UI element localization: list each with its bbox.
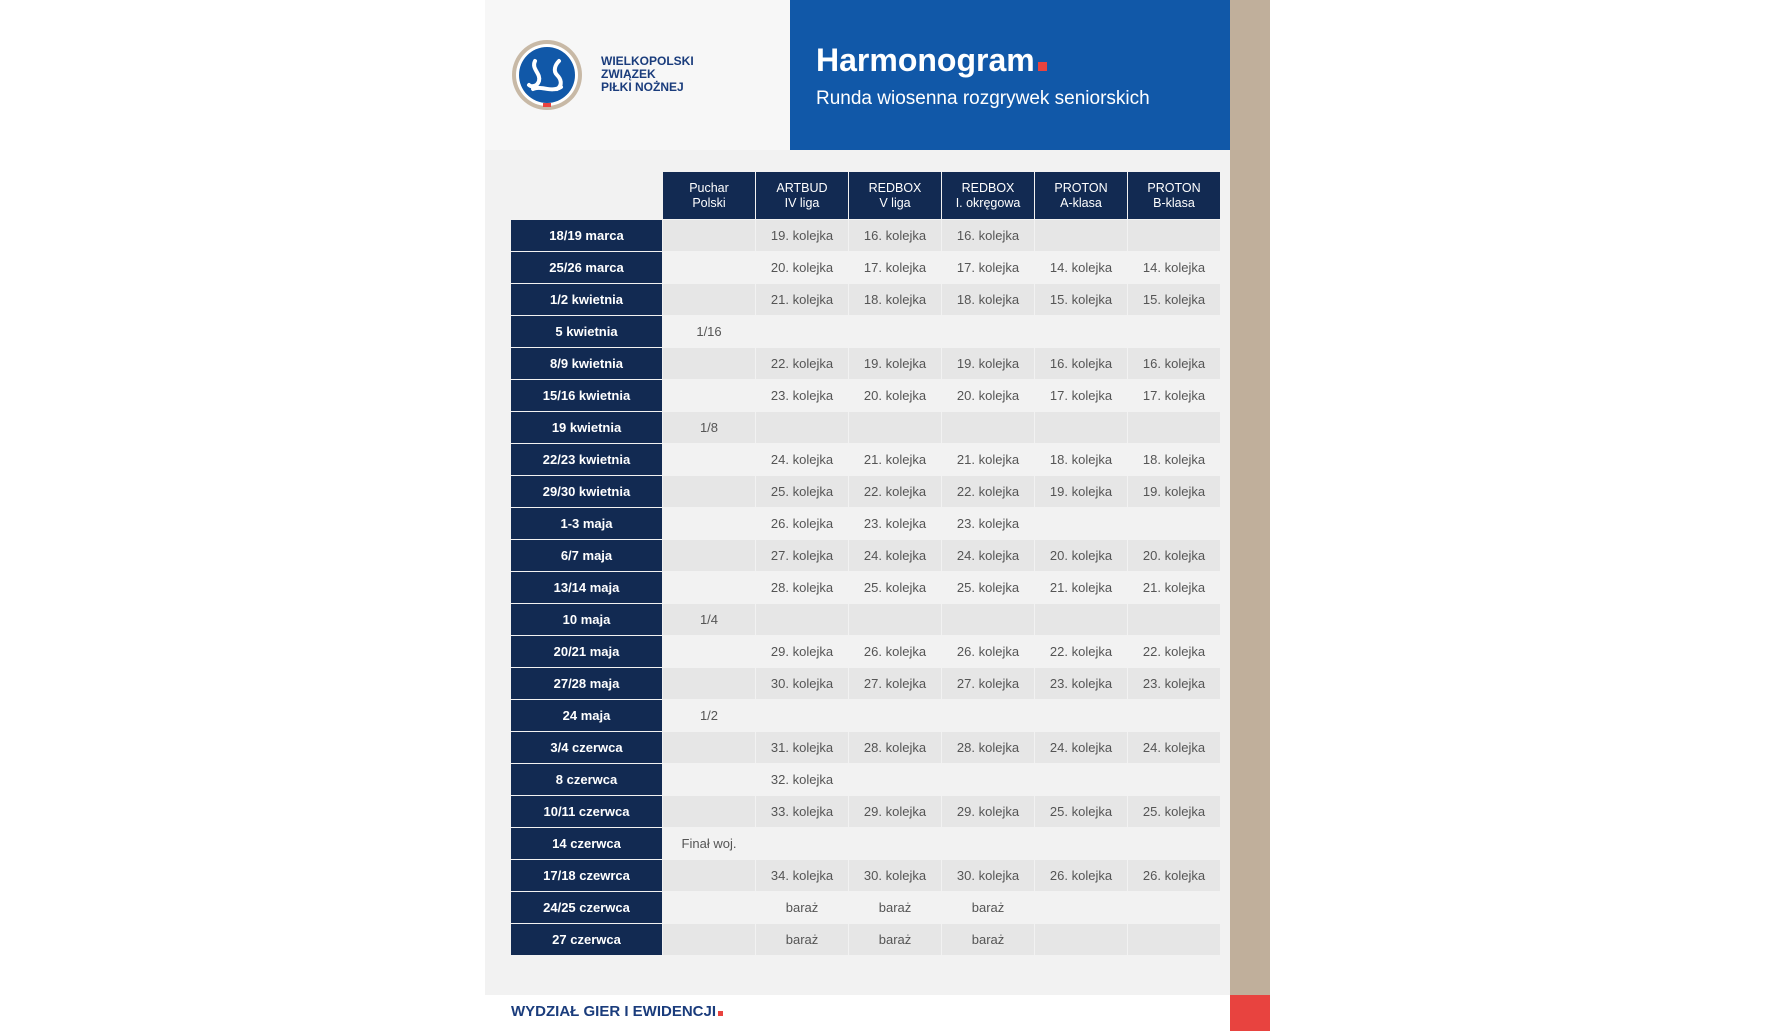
table-row — [511, 924, 1220, 955]
table-cell: 25. kolejka — [942, 572, 1034, 603]
table-cell: 16. kolejka — [1128, 348, 1220, 379]
table-row — [511, 316, 1220, 347]
row-date: 27/28 maja — [511, 668, 662, 699]
table-row — [511, 604, 1220, 635]
table-row — [511, 348, 1220, 379]
row-date: 3/4 czerwca — [511, 732, 662, 763]
table-cell — [942, 700, 1034, 731]
table-cell: 23. kolejka — [756, 380, 848, 411]
column-header-line: IV liga — [784, 195, 820, 210]
page-title: Harmonogram — [816, 42, 1035, 78]
table-cell: 23. kolejka — [1035, 668, 1127, 699]
table-cell — [1035, 924, 1127, 955]
row-date: 10 maja — [511, 604, 662, 635]
table-cell: 21. kolejka — [1128, 572, 1220, 603]
table-cell — [1035, 508, 1127, 539]
table-cell: 16. kolejka — [1035, 348, 1127, 379]
logo-line: WIELKOPOLSKI — [601, 54, 694, 68]
header-corner — [511, 172, 662, 219]
table-cell — [663, 540, 755, 571]
table-cell — [663, 380, 755, 411]
column-header-okregowa — [942, 172, 1034, 219]
row-date: 25/26 marca — [511, 252, 662, 283]
table-cell — [663, 796, 755, 827]
table-cell — [1035, 700, 1127, 731]
table-cell: 19. kolejka — [1035, 476, 1127, 507]
table-cell: 17. kolejka — [1128, 380, 1220, 411]
table-cell — [756, 412, 848, 443]
table-cell — [942, 316, 1034, 347]
table-cell — [942, 828, 1034, 859]
table-cell — [663, 924, 755, 955]
table-cell: 26. kolejka — [849, 636, 941, 667]
table-cell: 22. kolejka — [849, 476, 941, 507]
table-cell — [849, 764, 941, 795]
table-cell: baraż — [756, 924, 848, 955]
table-cell: 17. kolejka — [849, 252, 941, 283]
table-row — [511, 284, 1220, 315]
table-cell: 24. kolejka — [849, 540, 941, 571]
table-cell: 21. kolejka — [1035, 572, 1127, 603]
table-row — [511, 764, 1220, 795]
table-cell — [849, 412, 941, 443]
column-header-b-klasa — [1128, 172, 1220, 219]
table-row — [511, 732, 1220, 763]
table-cell: 28. kolejka — [756, 572, 848, 603]
table-cell: 20. kolejka — [756, 252, 848, 283]
table-cell: 25. kolejka — [1128, 796, 1220, 827]
table-cell — [1035, 412, 1127, 443]
column-header-line: V liga — [879, 195, 911, 210]
column-header-line: I. okręgowa — [955, 195, 1021, 210]
table-cell — [1128, 764, 1220, 795]
header-logo-panel — [485, 0, 790, 150]
table-cell: 29. kolejka — [942, 796, 1034, 827]
row-date: 17/18 czewrca — [511, 860, 662, 891]
page-subtitle: Runda wiosenna rozgrywek seniorskich — [816, 88, 1150, 109]
table-cell: 20. kolejka — [942, 380, 1034, 411]
table-cell — [1128, 220, 1220, 251]
table-cell: 27. kolejka — [942, 668, 1034, 699]
table-cell — [1128, 892, 1220, 923]
table-cell — [663, 476, 755, 507]
table-cell — [663, 220, 755, 251]
table-row — [511, 540, 1220, 571]
table-row — [511, 668, 1220, 699]
table-cell: 1/8 — [663, 412, 755, 443]
table-cell: baraż — [942, 892, 1034, 923]
side-decor-bar — [1230, 0, 1270, 995]
table-cell: 23. kolejka — [1128, 668, 1220, 699]
row-date: 8 czerwca — [511, 764, 662, 795]
table-cell: 24. kolejka — [756, 444, 848, 475]
schedule-table — [511, 172, 1220, 956]
row-date: 18/19 marca — [511, 220, 662, 251]
table-cell: baraż — [942, 924, 1034, 955]
table-cell — [663, 764, 755, 795]
table-cell: 28. kolejka — [849, 732, 941, 763]
table-cell — [1128, 412, 1220, 443]
table-cell — [942, 412, 1034, 443]
table-cell: 18. kolejka — [1035, 444, 1127, 475]
table-cell: 25. kolejka — [756, 476, 848, 507]
row-date: 8/9 kwietnia — [511, 348, 662, 379]
table-cell — [756, 828, 848, 859]
table-cell: 17. kolejka — [1035, 380, 1127, 411]
table-cell — [1035, 764, 1127, 795]
table-row — [511, 572, 1220, 603]
table-cell — [663, 284, 755, 315]
table-row — [511, 476, 1220, 507]
column-header-line: REDBOX — [961, 180, 1015, 195]
table-cell: 26. kolejka — [942, 636, 1034, 667]
table-cell: 14. kolejka — [1035, 252, 1127, 283]
table-cell — [756, 604, 848, 635]
table-cell: 26. kolejka — [1128, 860, 1220, 891]
table-cell — [663, 668, 755, 699]
table-cell: 22. kolejka — [1035, 636, 1127, 667]
table-cell: 17. kolejka — [942, 252, 1034, 283]
table-cell — [663, 636, 755, 667]
table-cell: 19. kolejka — [756, 220, 848, 251]
table-cell — [1035, 604, 1127, 635]
column-header-line: B-klasa — [1153, 195, 1195, 210]
table-cell: 24. kolejka — [1035, 732, 1127, 763]
table-cell: 27. kolejka — [756, 540, 848, 571]
row-date: 27 czerwca — [511, 924, 662, 955]
table-cell: 20. kolejka — [1128, 540, 1220, 571]
column-header-line: PROTON — [1054, 180, 1108, 195]
table-row — [511, 252, 1220, 283]
table-row — [511, 636, 1220, 667]
table-cell: 31. kolejka — [756, 732, 848, 763]
table-cell: 21. kolejka — [942, 444, 1034, 475]
table-cell: 24. kolejka — [942, 540, 1034, 571]
table-row — [511, 700, 1220, 731]
table-cell: 22. kolejka — [942, 476, 1034, 507]
row-date: 19 kwietnia — [511, 412, 662, 443]
table-row — [511, 380, 1220, 411]
table-cell — [942, 604, 1034, 635]
column-header-line: A-klasa — [1060, 195, 1102, 210]
table-cell: 29. kolejka — [756, 636, 848, 667]
table-cell — [1035, 828, 1127, 859]
table-cell — [849, 604, 941, 635]
table-cell: 28. kolejka — [942, 732, 1034, 763]
table-cell: 18. kolejka — [942, 284, 1034, 315]
table-cell — [663, 732, 755, 763]
table-row — [511, 892, 1220, 923]
footer — [485, 995, 1230, 1031]
table-cell — [1128, 924, 1220, 955]
row-date: 15/16 kwietnia — [511, 380, 662, 411]
table-cell: 21. kolejka — [756, 284, 848, 315]
table-cell: 33. kolejka — [756, 796, 848, 827]
column-header-puchar-polski — [663, 172, 755, 219]
row-date: 1-3 maja — [511, 508, 662, 539]
table-cell — [663, 860, 755, 891]
table-cell — [663, 892, 755, 923]
column-header-line: ARTBUD — [776, 180, 828, 195]
column-header-line: Puchar — [689, 180, 729, 195]
table-cell — [849, 316, 941, 347]
table-cell: 16. kolejka — [849, 220, 941, 251]
table-cell — [663, 444, 755, 475]
table-cell: 25. kolejka — [1035, 796, 1127, 827]
table-cell — [663, 252, 755, 283]
table-cell: 32. kolejka — [756, 764, 848, 795]
table-cell: 30. kolejka — [942, 860, 1034, 891]
table-cell — [1128, 828, 1220, 859]
row-date: 6/7 maja — [511, 540, 662, 571]
table-row — [511, 508, 1220, 539]
table-header-row — [511, 172, 1220, 219]
footer-accent-dot — [718, 1011, 723, 1016]
table-cell: 27. kolejka — [849, 668, 941, 699]
column-header-iv-liga — [756, 172, 848, 219]
table-cell: Finał woj. — [663, 828, 755, 859]
table-cell: 1/2 — [663, 700, 755, 731]
table-cell — [663, 508, 755, 539]
table-cell — [849, 828, 941, 859]
table-cell — [1128, 700, 1220, 731]
table-row — [511, 220, 1220, 251]
row-date: 14 czerwca — [511, 828, 662, 859]
wzpn-crest-icon — [511, 39, 583, 111]
row-date: 20/21 maja — [511, 636, 662, 667]
row-date: 10/11 czerwca — [511, 796, 662, 827]
table-cell — [849, 700, 941, 731]
table-row — [511, 444, 1220, 475]
table-cell: 24. kolejka — [1128, 732, 1220, 763]
table-cell: 15. kolejka — [1128, 284, 1220, 315]
table-cell: 22. kolejka — [756, 348, 848, 379]
table-cell: 16. kolejka — [942, 220, 1034, 251]
table-cell: 23. kolejka — [942, 508, 1034, 539]
row-date: 22/23 kwietnia — [511, 444, 662, 475]
table-cell: 14. kolejka — [1128, 252, 1220, 283]
table-cell — [663, 572, 755, 603]
table-cell: 30. kolejka — [849, 860, 941, 891]
table-cell: baraż — [849, 892, 941, 923]
table-cell — [1128, 316, 1220, 347]
table-cell: 22. kolejka — [1128, 636, 1220, 667]
column-header-a-klasa — [1035, 172, 1127, 219]
row-date: 1/2 kwietnia — [511, 284, 662, 315]
table-cell — [1035, 316, 1127, 347]
table-cell — [1128, 508, 1220, 539]
row-date: 13/14 maja — [511, 572, 662, 603]
logo-line: ZWIĄZEK — [601, 67, 656, 81]
table-cell — [663, 348, 755, 379]
table-row — [511, 412, 1220, 443]
row-date: 24/25 czerwca — [511, 892, 662, 923]
table-cell: 20. kolejka — [849, 380, 941, 411]
document-page — [485, 0, 1290, 1031]
table-cell: 20. kolejka — [1035, 540, 1127, 571]
table-cell — [756, 700, 848, 731]
table-cell: 18. kolejka — [849, 284, 941, 315]
table-cell: 19. kolejka — [942, 348, 1034, 379]
table-cell: 1/4 — [663, 604, 755, 635]
column-header-line: PROTON — [1147, 180, 1201, 195]
table-cell: 25. kolejka — [849, 572, 941, 603]
logo-wordmark — [601, 55, 791, 94]
table-cell: 30. kolejka — [756, 668, 848, 699]
table-cell — [1035, 220, 1127, 251]
footer-department-label: WYDZIAŁ GIER I EWIDENCJI — [511, 1003, 717, 1020]
table-row — [511, 828, 1220, 859]
table-cell: 1/16 — [663, 316, 755, 347]
table-row — [511, 796, 1220, 827]
table-cell — [942, 764, 1034, 795]
table-cell: baraż — [756, 892, 848, 923]
table-cell: 19. kolejka — [1128, 476, 1220, 507]
table-cell: 15. kolejka — [1035, 284, 1127, 315]
header-title-panel — [790, 0, 1230, 150]
table-cell: 18. kolejka — [1128, 444, 1220, 475]
row-date: 24 maja — [511, 700, 662, 731]
table-cell — [1128, 604, 1220, 635]
side-decor-accent — [1230, 995, 1270, 1031]
table-cell: 26. kolejka — [756, 508, 848, 539]
logo-line: PIŁKI NOŻNEJ — [601, 80, 684, 94]
table-cell: 26. kolejka — [1035, 860, 1127, 891]
row-date: 5 kwietnia — [511, 316, 662, 347]
table-cell: baraż — [849, 924, 941, 955]
table-cell: 19. kolejka — [849, 348, 941, 379]
table-cell — [756, 316, 848, 347]
table-row — [511, 860, 1220, 891]
table-cell: 23. kolejka — [849, 508, 941, 539]
column-header-v-liga — [849, 172, 941, 219]
column-header-line: REDBOX — [868, 180, 922, 195]
table-body — [511, 220, 1220, 955]
table-cell: 29. kolejka — [849, 796, 941, 827]
title-accent-dot — [1038, 62, 1047, 71]
table-cell — [1035, 892, 1127, 923]
row-date: 29/30 kwietnia — [511, 476, 662, 507]
table-cell: 34. kolejka — [756, 860, 848, 891]
table-cell: 21. kolejka — [849, 444, 941, 475]
column-header-line: Polski — [692, 195, 726, 210]
